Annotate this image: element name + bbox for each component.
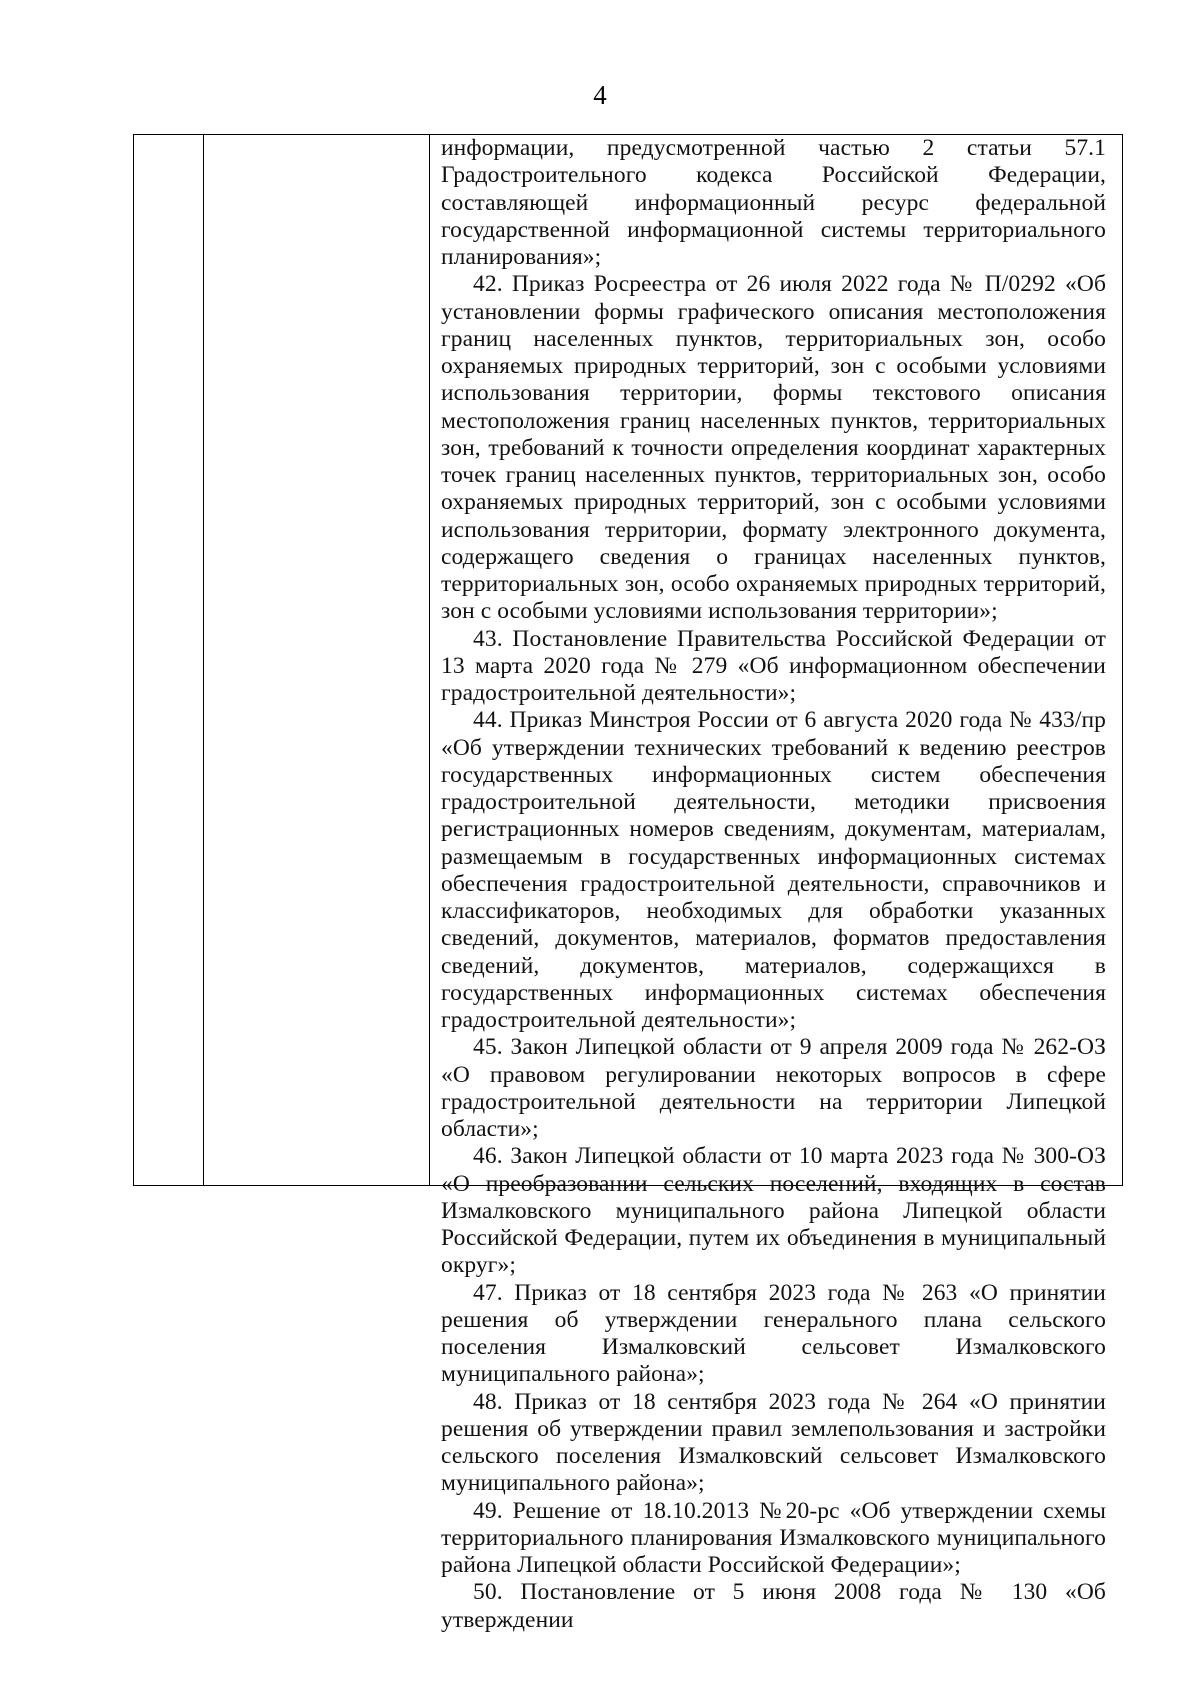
list-item-42: 42. Приказ Росреестра от 26 июля 2022 года № П/0292 «Об установлении формы графического описания местоположения границ населенных пунктов, территориальных зон, особо охраняемых природных территорий, зон с особыми условиями использования территории, формы текстового описания местоположения границ населенных пунктов, территориальных зон, требований к точности определения координат характерных точек границ населенных пунктов, территориальных зон, особо охраняемых природных территорий, зон с особыми условиями использования территории, формату электронного документа, содержащего сведения о границах населенных пунктов, территориальных зон, особо охраняемых природных территорий, зон с особыми условиями использования территории»; — [441, 271, 1106, 625]
list-item-43: 43. Постановление Правительства Российской Федерации от 13 марта 2020 года № 279 «Об информационном обеспечении градостроительной деятельности»; — [441, 625, 1106, 706]
list-item-45: 45. Закон Липецкой области от 9 апреля 2009 года № 262-ОЗ «О правовом регулировании некоторых вопросов в сфере градостроительной деятельности на территории Липецкой области»; — [441, 1034, 1106, 1142]
list-item-50: 50. Постановление от 5 июня 2008 года № 130 «Об утверждении — [441, 1579, 1106, 1633]
list-item-44: 44. Приказ Минстроя России от 6 августа 2020 года № 433/пр «Об утверждении технических требований к ведению реестров государственных информационных систем обеспечения градостроительной деятельности, методики присвоения регистрационных номеров сведениям, документам, материалам, размещаемым в государственных информационных системах обеспечения градостроительной деятельности, справочников и классификаторов, необходимых для обработки указанных сведений, документов, материалов, форматов предоставления сведений, документов, материалов, содержащихся в государственных информационных системах обеспечения градостроительной деятельности»; — [441, 707, 1106, 1033]
page-number: 4 — [593, 80, 607, 110]
list-item-49: 49. Решение от 18.10.2013 №20-рс «Об утверждении схемы территориального планирования Измалковского муниципального района Липецкой области Российской Федерации»; — [441, 1497, 1106, 1578]
table-column-content — [430, 135, 1122, 1633]
continuation-paragraph: информации, предусмотренной частью 2 статьи 57.1 Градостроительного кодекса Российской Федерации, составляющей информационный ресурс федеральной государственной информационной системы территориального планирования»; — [441, 135, 1106, 270]
list-item-47: 47. Приказ от 18 сентября 2023 года № 263 «О принятии решения об утверждении генерального плана сельского поселения Измалковский сельсовет Измалковского муниципального района»; — [441, 1279, 1106, 1388]
table-column-name — [204, 135, 430, 1185]
table-column-number — [134, 135, 204, 1185]
list-item-46: 46. Закон Липецкой области от 10 марта 2023 года № 300-ОЗ «О преобразовании сельских поселений, входящих в состав Измалковского муниципального района Липецкой области Российской Федерации, путем их объединения в муниципальный округ»; — [441, 1143, 1106, 1279]
list-item-48: 48. Приказ от 18 сентября 2023 года № 264 «О принятии решения об утверждении правил землепользования и застройки сельского поселения Измалковский сельсовет Измалковского муниципального района»; — [441, 1388, 1106, 1497]
document-table — [133, 134, 1123, 1633]
